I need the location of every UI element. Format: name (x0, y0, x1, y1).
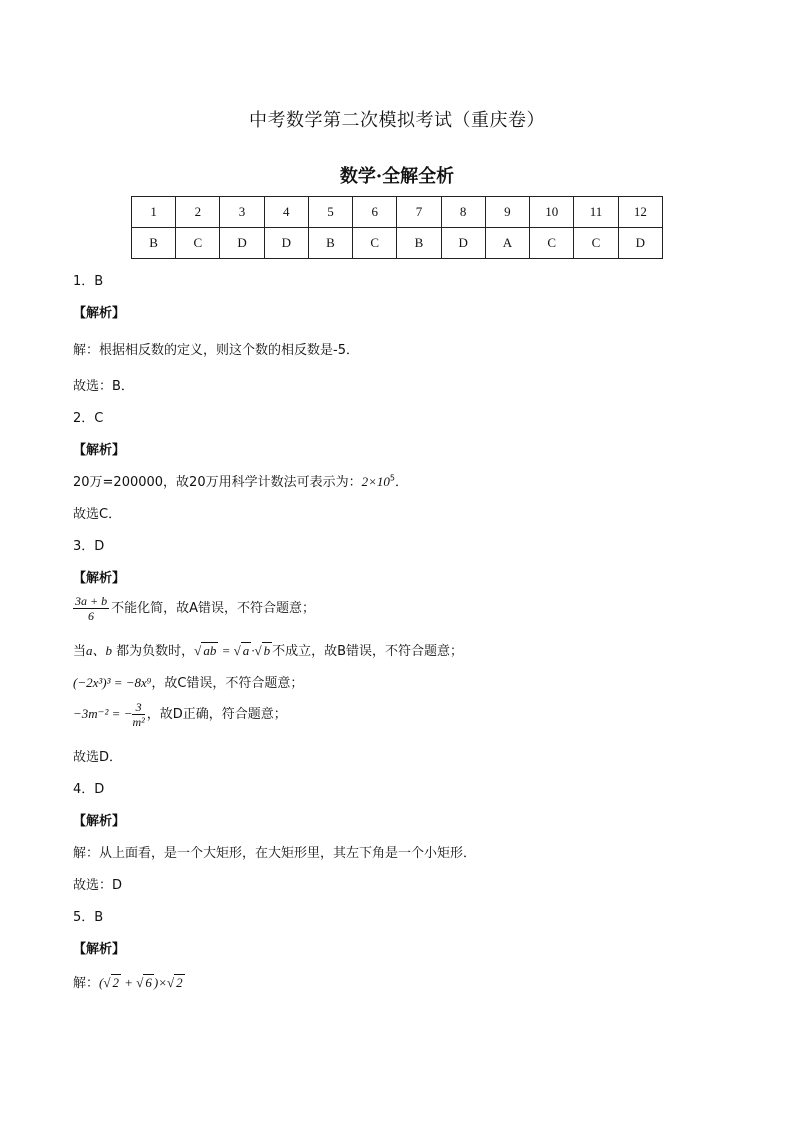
question-number-cell: 9 (485, 197, 529, 228)
q3-fraction (73, 594, 109, 623)
q3-line-c (73, 672, 303, 691)
q1-body: 解：根据相反数的定义，则这个数的相反数是-5． (73, 343, 359, 358)
q4-analysis-tag: 【解析】 (73, 814, 126, 829)
answer-cell: C (176, 228, 220, 259)
question-number-cell: 3 (220, 197, 264, 228)
q3-conclusion: 故选D． (73, 750, 123, 765)
q3-dot: · (251, 643, 255, 658)
q3-line-b-prefix: 当 (73, 644, 87, 659)
answer-cell: B (132, 228, 176, 259)
q5-close-times: )× (153, 975, 168, 990)
q5-analysis-tag: 【解析】 (73, 942, 126, 957)
q3-line-d-numerator: 3 (132, 700, 144, 715)
q1-heading: 1．B (73, 274, 104, 289)
answer-cell: B (397, 228, 441, 259)
question-number-cell: 7 (397, 197, 441, 228)
q3-line-c-math: (−2x³)³ = −8x⁹ (73, 675, 152, 690)
answer-cell: D (220, 228, 264, 259)
q2-body-suffix: ． (394, 475, 408, 490)
q3-line-d-text: ，故D正确，符合题意； (146, 707, 287, 722)
q5-body-prefix: 解： (73, 976, 100, 991)
q3-fraction-numerator: 3a + b (75, 594, 108, 608)
q4-conclusion: 故选：D (73, 878, 123, 893)
q5-heading: 5．B (73, 910, 104, 925)
q3-line-d-lhs: −3m⁻² = − (73, 706, 133, 721)
answer-table-answer-row (132, 228, 663, 259)
q3-line-a-text: 不能化简，故A错误，不符合题意； (111, 601, 316, 616)
q1-analysis-tag: 【解析】 (73, 306, 126, 321)
q2-heading: 2．C (73, 411, 104, 426)
answer-cell: D (264, 228, 308, 259)
q3-line-a (73, 594, 315, 623)
answer-cell: D (618, 228, 662, 259)
q2-conclusion: 故选C． (73, 507, 122, 522)
q3-fraction-denominator: 6 (88, 609, 95, 623)
q4-body: 解：从上面看，是一个大矩形，在大矩形里，其左下角是一个小矩形． (73, 846, 477, 861)
q3-line-b-math: √ ab = √ a ·√ b (194, 643, 271, 658)
q4-heading: 4．D (73, 782, 105, 797)
q3-sqrt-b: b (263, 643, 271, 658)
question-number-cell: 11 (574, 197, 618, 228)
q3-eq: = (218, 643, 234, 658)
page-subtitle: 数学·全解全析 (339, 166, 455, 187)
answer-table-number-row (132, 197, 663, 228)
question-number-cell: 2 (176, 197, 220, 228)
q1-conclusion: 故选：B． (73, 379, 134, 394)
q5-open-paren: ( (99, 975, 104, 990)
q2-body (73, 471, 408, 490)
q3-line-b-mid: 都为负数时， (112, 644, 195, 659)
question-number-cell: 1 (132, 197, 176, 228)
question-number-cell: 6 (353, 197, 397, 228)
q5-sqrt-2b: 2 (176, 975, 183, 990)
q3-analysis-tag: 【解析】 (73, 571, 126, 586)
q3-sqrt-ab: ab (203, 643, 217, 658)
answer-cell: D (441, 228, 485, 259)
q3-line-b-text: 不成立，故B错误，不符合题意； (272, 644, 464, 659)
q3-line-d-denominator: m² (132, 715, 145, 729)
answer-cell: B (308, 228, 352, 259)
q5-expression: (√ 2 + √ 6 )×√ 2 (99, 975, 183, 990)
q5-sqrt-2: 2 (112, 975, 119, 990)
q2-analysis-tag: 【解析】 (73, 443, 126, 458)
question-number-cell: 5 (308, 197, 352, 228)
q3-sqrt-a: a (242, 643, 250, 658)
q3-line-d-fraction (132, 700, 144, 729)
q2-body-prefix: 20万=200000，故20万用科学计数法可表示为： (73, 475, 362, 490)
q5-sqrt-6: 6 (145, 975, 152, 990)
q2-sci-base: 2×10 (361, 474, 390, 489)
q5-body (73, 972, 185, 991)
answer-table (131, 196, 663, 259)
answer-cell: C (353, 228, 397, 259)
q3-line-b (73, 640, 463, 659)
q3-heading: 3．D (73, 539, 105, 554)
answer-cell: C (530, 228, 574, 259)
q5-plus: + (121, 975, 137, 990)
answer-cell: A (485, 228, 529, 259)
question-number-cell: 12 (618, 197, 662, 228)
q3-line-b-vars: a、b (86, 643, 113, 658)
question-number-cell: 4 (264, 197, 308, 228)
page-title: 中考数学第二次模拟考试（重庆卷） (249, 110, 545, 131)
answer-cell: C (574, 228, 618, 259)
q3-line-d (73, 700, 287, 729)
q3-line-c-text: ，故C错误，不符合题意； (151, 676, 304, 691)
q2-sci-exp: 5 (389, 473, 395, 483)
question-number-cell: 10 (530, 197, 574, 228)
question-number-cell: 8 (441, 197, 485, 228)
